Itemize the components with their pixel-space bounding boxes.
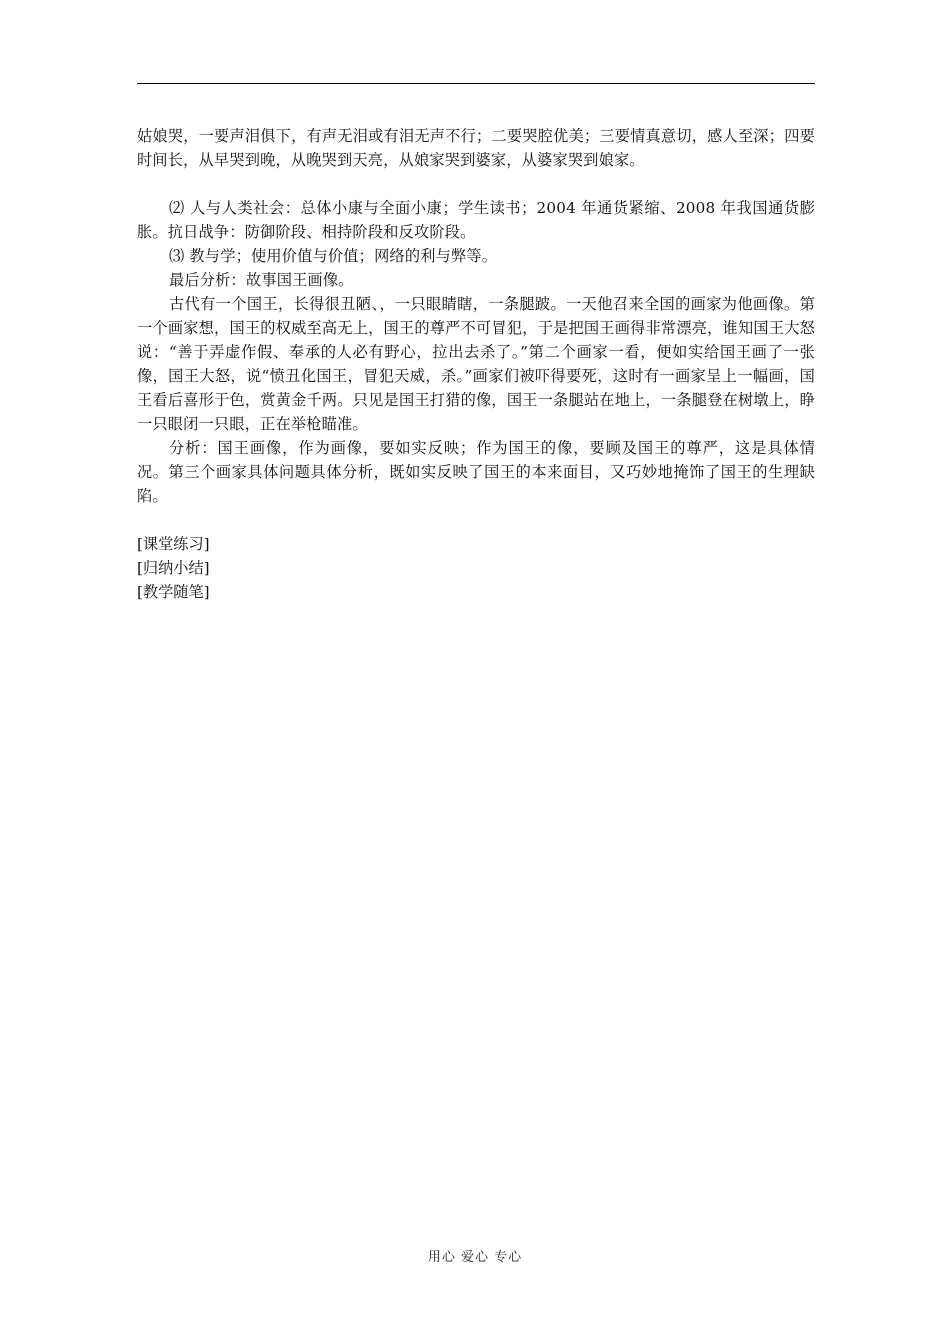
- section-classroom-exercise: [课堂练习]: [137, 535, 210, 553]
- paragraph-story-analysis: 分析：国王画像，作为画像，要如实反映；作为国王的像，要顾及国王的尊严，这是具体情况。第三个画家具体问题具体分析，既如实反映了国王的本来面目，又巧妙地掩饰了国王的生理缺陷。: [137, 439, 815, 505]
- paragraph-gap: [137, 172, 815, 196]
- header-rule: [137, 83, 815, 84]
- paragraph-final-analysis-heading: 最后分析：故事国王画像。: [169, 271, 354, 289]
- section-summary: [归纳小结]: [137, 559, 210, 577]
- section-gap: [137, 508, 815, 532]
- section-teaching-notes: [教学随笔]: [137, 583, 210, 601]
- paragraph-king-portrait-story: 古代有一个国王，长得很丑陋、，一只眼睛瞎，一条腿跛。一天他召来全国的画家为他画像。第一个画家想，国王的权威至高无上，国王的尊严不可冒犯，于是把国王画得非常漂亮，谁知国王大怒说：“善于弄虚作假、奉承的人必有野心，拉出去杀了。”第二个画家一看，便如实给国王画了一张像，国王大怒，说“愤丑化国王，冒犯天威，杀。”画家们被吓得要死，这时有一画家呈上一幅画，国王看后喜形于色，赏黄金千两。只见是国王打猎的像，国王一条腿站在地上，一条腿登在树墩上，睁一只眼闭一只眼，正在举枪瞄准。: [137, 295, 815, 433]
- paragraph-teaching-examples: ⑶ 教与学；使用价值与价值；网络的利与弊等。: [169, 247, 498, 265]
- paragraph-society-examples: ⑵ 人与人类社会：总体小康与全面小康；学生读书；2004 年通货紧缩、2008 年我国通货膨胀。抗日战争：防御阶段、相持阶段和反攻阶段。: [137, 199, 815, 241]
- page-footer: 用心 爱心 专心: [427, 1250, 523, 1265]
- document-body: [137, 124, 815, 604]
- paragraph-crying-custom: 姑娘哭，一要声泪俱下，有声无泪或有泪无声不行；二要哭腔优美；三要情真意切，感人至深；四要时间长，从早哭到晚，从晚哭到天亮，从娘家哭到婆家，从婆家哭到娘家。: [137, 127, 815, 169]
